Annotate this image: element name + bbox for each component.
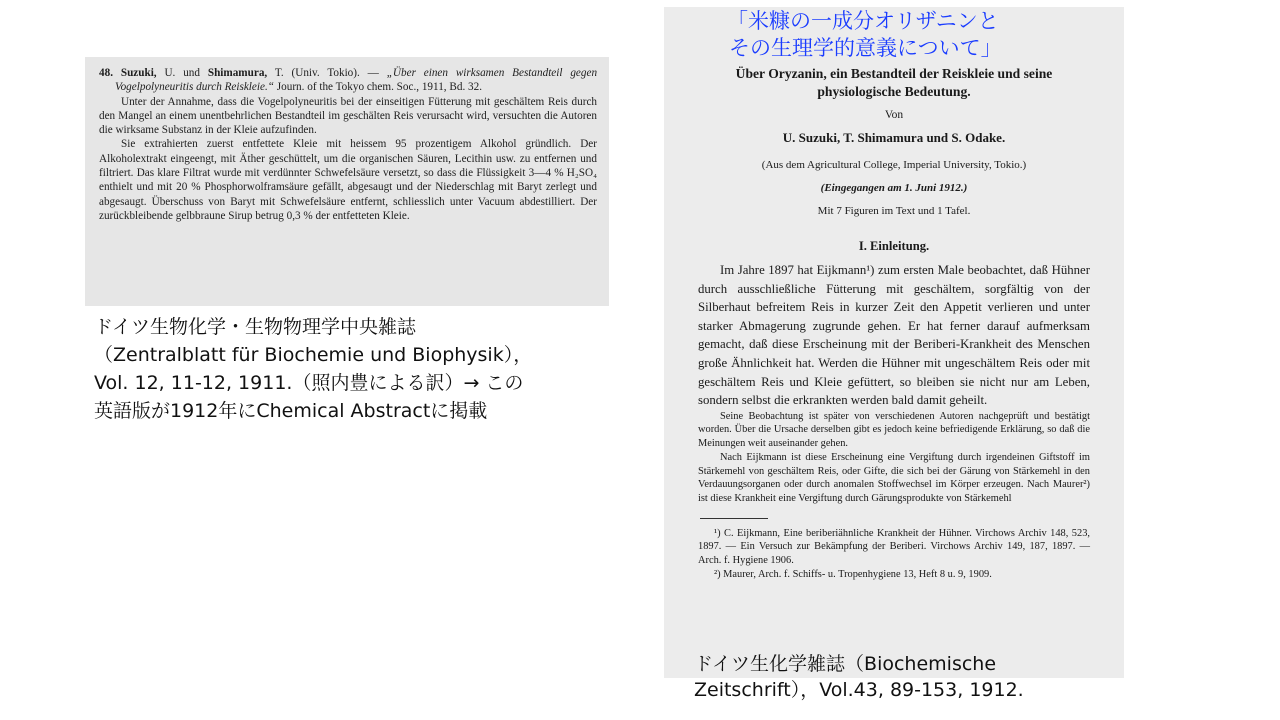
author-suzuki: Suzuki,: [120, 67, 157, 79]
section-heading: I. Einleitung.: [858, 239, 930, 253]
paper-von: Von: [884, 109, 904, 121]
left-caption-line-2: （Zentralblatt für Biochemie und Biophysik），: [94, 344, 533, 366]
paper-received-date: (Eingegangen am 1. Juni 1912.): [820, 182, 968, 194]
left-caption-line-1: ドイツ生物化学・生物物理学中央雑誌: [94, 316, 417, 338]
footnote-1: ¹) C. Eijkmann, Eine beriberiähnliche Krankheit der Hühner. Virchows Archiv 148, 523, 1897. — Ein Versuch zur Bekämpfung der Beriberi. Virchows Archiv 149, 187, 1897. — Arch. f. Hygiene 1906.: [698, 527, 1090, 567]
abstract-citation: [99, 66, 597, 95]
footnote-divider: [700, 518, 768, 519]
footnotes: [698, 527, 1090, 582]
left-caption: [94, 313, 634, 425]
footnote-2: ²) Maurer, Arch. f. Schiffs- u. Tropenhygiene 13, Heft 8 u. 9, 1909.: [714, 568, 992, 580]
abstract-journal: Journ. of the Tokyo chem. Soc., 1911, Bd. 32.: [276, 81, 483, 94]
body-paragraph-1: Im Jahre 1897 hat Eijkmann¹) zum ersten Male beobachtet, daß Hühner durch ausschließliche Fütterung mit geschältem, sorgfältig von der Silberhaut befreitem Reis in kurzer Zeit den Appetit verlieren und unter starker Abmagerung zugrunde gehen. Er hat ferner darauf aufmerksam gemacht, daß diese Erscheinung mit der Beriberi-Krankheit des Menschen große Ähnlichkeit hat. Werden die Hühner mit ungeschältem Reis oder mit geschältem Reis und Kleie gefüttert, so bleiben sie nicht nur am Leben, sondern selbst die erkrankten werden bald damit geheilt.: [698, 263, 1090, 408]
paper-title-line-2: physiologische Bedeutung.: [817, 84, 971, 99]
abstract-paragraph-2: Sie extrahierten zuerst entfettete Kleie mit heissem 95 prozentigem Alkohol gründlich. Der Alkoholextrakt eingeengt, mit Äther geschüttelt, um die organischen Säuren, Lecithin usw. zu entfernen und filtriert. Das klare Filtrat wurde mit verdünnter Schwefelsäure versetzt, so dass die Flüssigkeit 3—4 % H₂SO₄ enthielt und mit 20 % Phosphorwolframsäure gefällt, abgesaugt und der Niederschlag mit Baryt zerlegt und abgesaugt. Überschuss von Baryt mit Schwefelsäure entfernt, schliesslich unter Vacuum abdestilliert. Der zurückbleibende gelbbraune Sirup betrug 0,3 % der entfetteten Kleie.: [99, 138, 597, 222]
paper-page-scan: [664, 7, 1124, 678]
japanese-title-line-2: その生理学的意義について」: [729, 36, 1002, 60]
right-caption-line-2: Zeitschrift），Vol.43, 89-153, 1912.: [694, 679, 1024, 701]
paper-title-line-1: Über Oryzanin, ein Bestandteil der Reiskleie und seine: [735, 66, 1053, 81]
japanese-title: [727, 8, 1002, 62]
author-affiliation: T. (Univ. Tokio). —: [274, 67, 379, 79]
abstract-number: 48.: [99, 67, 113, 79]
small-paragraph-2: Nach Eijkmann ist diese Erscheinung eine Vergiftung durch irgendeinen Giftstoff im Stärkemehl von geschältem Reis, oder Gifte, die sich bei der Gärung von Stärkemehl in den Verdauungsorganen oder durch anomalen Stoffwechsel im Körper erzeugen. Nach Maurer²) ist diese Krankheit eine Vergiftung durch Gärungsprodukte von Stärkemehl: [698, 451, 1090, 504]
paper-title: [698, 65, 1090, 101]
paper-figures-note: Mit 7 Figuren im Text und 1 Tafel.: [817, 205, 971, 217]
paper-small-text: [698, 410, 1090, 506]
paper-affiliation: (Aus dem Agricultural College, Imperial University, Tokio.): [761, 159, 1027, 171]
small-paragraph-1: Seine Beobachtung ist später von verschiedenen Autoren nachgeprüft und bestätigt worden. Über die Ursache derselben gibt es jedoch keine befriedigende Erklärung, so daß die Meinungen weit auseinander gehen.: [698, 410, 1090, 450]
left-caption-line-3: Vol. 12, 11-12, 1911.（照内豊による訳）→ この: [94, 372, 524, 394]
abstract-article-title: „Über einen wirksamen Bestandteil gegen Vogelpolyneuritis durch Reiskleie.“: [115, 67, 598, 94]
japanese-title-line-1: 「米糠の一成分オリザニンと: [727, 9, 999, 33]
left-caption-line-4: 英語版が1912年にChemical Abstractに掲載: [94, 400, 488, 422]
author-connector: U. und: [164, 67, 200, 79]
paper-body: [698, 261, 1090, 410]
abstract-paragraph-1: Unter der Annahme, dass die Vogelpolyneuritis bei der einseitigen Fütterung mit geschältem Reis durch den Mangel an einem unentbehrlichen Bestandteil im geschälten Reis verursacht wird, versuchten die Autoren die wirksame Substanz in der Kleie aufzufinden.: [99, 95, 597, 137]
right-caption: [694, 651, 1024, 703]
author-shimamura: Shimamura,: [207, 67, 268, 79]
abstract-scan-image: [85, 57, 609, 306]
right-caption-line-1: ドイツ生化学雑誌（Biochemische: [694, 653, 997, 675]
paper-authors: U. Suzuki, T. Shimamura und S. Odake.: [782, 130, 1006, 145]
